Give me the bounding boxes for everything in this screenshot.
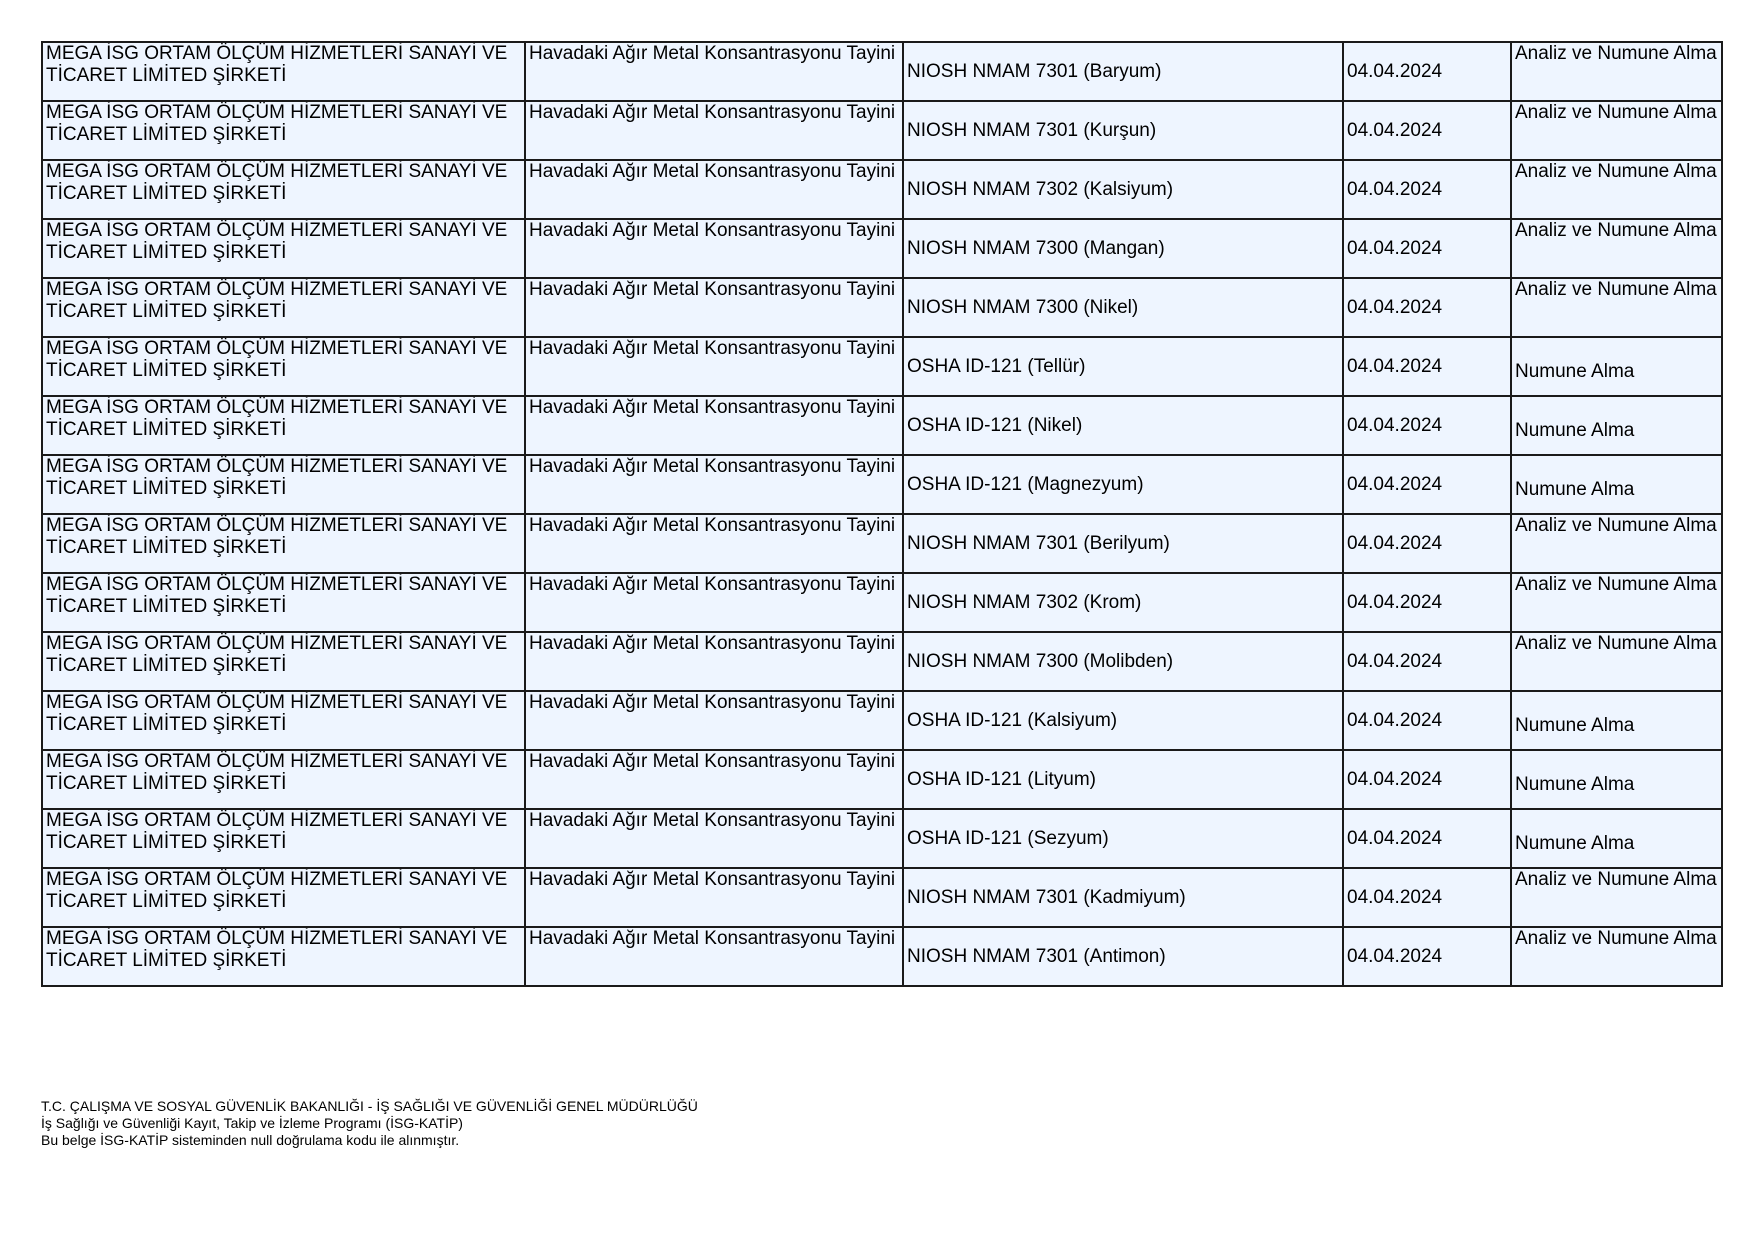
scope-cell: Numune Alma xyxy=(1511,691,1722,750)
company-cell: MEGA İSG ORTAM ÖLÇÜM HİZMETLERİ SANAYİ VE TİCARET LİMİTED ŞİRKETİ xyxy=(42,868,525,927)
scope-cell: Numune Alma xyxy=(1511,750,1722,809)
date-cell: 04.04.2024 xyxy=(1343,691,1511,750)
parameter-cell: Havadaki Ağır Metal Konsantrasyonu Tayini xyxy=(525,927,903,986)
parameter-cell: Havadaki Ağır Metal Konsantrasyonu Tayini xyxy=(525,337,903,396)
table-row xyxy=(42,868,1722,927)
date-cell: 04.04.2024 xyxy=(1343,396,1511,455)
table-row xyxy=(42,160,1722,219)
scope-cell: Analiz ve Numune Alma xyxy=(1511,927,1722,986)
method-cell: OSHA ID-121 (Tellür) xyxy=(903,337,1343,396)
parameter-cell: Havadaki Ağır Metal Konsantrasyonu Tayini xyxy=(525,455,903,514)
company-cell: MEGA İSG ORTAM ÖLÇÜM HİZMETLERİ SANAYİ VE TİCARET LİMİTED ŞİRKETİ xyxy=(42,101,525,160)
scope-cell: Numune Alma xyxy=(1511,455,1722,514)
method-cell: NIOSH NMAM 7300 (Molibden) xyxy=(903,632,1343,691)
footer-ministry-line: T.C. ÇALIŞMA VE SOSYAL GÜVENLİK BAKANLIĞI - İŞ SAĞLIĞI VE GÜVENLİĞİ GENEL MÜDÜRLÜĞÜ xyxy=(41,1098,698,1114)
company-cell: MEGA İSG ORTAM ÖLÇÜM HİZMETLERİ SANAYİ VE TİCARET LİMİTED ŞİRKETİ xyxy=(42,573,525,632)
date-cell: 04.04.2024 xyxy=(1343,219,1511,278)
date-cell: 04.04.2024 xyxy=(1343,337,1511,396)
parameter-cell: Havadaki Ağır Metal Konsantrasyonu Tayini xyxy=(525,750,903,809)
company-cell: MEGA İSG ORTAM ÖLÇÜM HİZMETLERİ SANAYİ VE TİCARET LİMİTED ŞİRKETİ xyxy=(42,337,525,396)
scope-cell: Analiz ve Numune Alma xyxy=(1511,101,1722,160)
table-row xyxy=(42,691,1722,750)
table-row xyxy=(42,219,1722,278)
parameter-cell: Havadaki Ağır Metal Konsantrasyonu Tayini xyxy=(525,868,903,927)
date-cell: 04.04.2024 xyxy=(1343,750,1511,809)
parameter-cell: Havadaki Ağır Metal Konsantrasyonu Tayini xyxy=(525,278,903,337)
company-cell: MEGA İSG ORTAM ÖLÇÜM HİZMETLERİ SANAYİ VE TİCARET LİMİTED ŞİRKETİ xyxy=(42,455,525,514)
method-cell: OSHA ID-121 (Kalsiyum) xyxy=(903,691,1343,750)
footer-verification-line: Bu belge İSG-KATİP sisteminden null doğrulama kodu ile alınmıştır. xyxy=(41,1132,460,1148)
method-cell: NIOSH NMAM 7301 (Antimon) xyxy=(903,927,1343,986)
table-row xyxy=(42,573,1722,632)
document-sheet xyxy=(41,41,1721,987)
table-row xyxy=(42,337,1722,396)
date-cell: 04.04.2024 xyxy=(1343,632,1511,691)
company-cell: MEGA İSG ORTAM ÖLÇÜM HİZMETLERİ SANAYİ VE TİCARET LİMİTED ŞİRKETİ xyxy=(42,219,525,278)
date-cell: 04.04.2024 xyxy=(1343,868,1511,927)
table-row xyxy=(42,455,1722,514)
parameter-cell: Havadaki Ağır Metal Konsantrasyonu Tayini xyxy=(525,632,903,691)
date-cell: 04.04.2024 xyxy=(1343,278,1511,337)
method-cell: NIOSH NMAM 7302 (Kalsiyum) xyxy=(903,160,1343,219)
scope-cell: Analiz ve Numune Alma xyxy=(1511,514,1722,573)
scope-cell: Numune Alma xyxy=(1511,337,1722,396)
parameter-cell: Havadaki Ağır Metal Konsantrasyonu Tayini xyxy=(525,396,903,455)
scope-cell: Analiz ve Numune Alma xyxy=(1511,632,1722,691)
scope-cell: Numune Alma xyxy=(1511,809,1722,868)
method-cell: OSHA ID-121 (Magnezyum) xyxy=(903,455,1343,514)
company-cell: MEGA İSG ORTAM ÖLÇÜM HİZMETLERİ SANAYİ VE TİCARET LİMİTED ŞİRKETİ xyxy=(42,809,525,868)
table-row xyxy=(42,927,1722,986)
parameter-cell: Havadaki Ağır Metal Konsantrasyonu Tayini xyxy=(525,42,903,101)
parameter-cell: Havadaki Ağır Metal Konsantrasyonu Tayini xyxy=(525,160,903,219)
parameter-cell: Havadaki Ağır Metal Konsantrasyonu Tayini xyxy=(525,573,903,632)
date-cell: 04.04.2024 xyxy=(1343,455,1511,514)
table-row xyxy=(42,396,1722,455)
footer-program-line: İş Sağlığı ve Güvenliği Kayıt, Takip ve İzleme Programı (İSG-KATİP) xyxy=(41,1115,463,1131)
method-cell: NIOSH NMAM 7301 (Kadmiyum) xyxy=(903,868,1343,927)
table-row xyxy=(42,632,1722,691)
table-row xyxy=(42,809,1722,868)
method-cell: NIOSH NMAM 7301 (Kurşun) xyxy=(903,101,1343,160)
scope-cell: Analiz ve Numune Alma xyxy=(1511,160,1722,219)
parameter-cell: Havadaki Ağır Metal Konsantrasyonu Tayini xyxy=(525,691,903,750)
scope-cell: Analiz ve Numune Alma xyxy=(1511,573,1722,632)
date-cell: 04.04.2024 xyxy=(1343,927,1511,986)
parameter-cell: Havadaki Ağır Metal Konsantrasyonu Tayini xyxy=(525,809,903,868)
company-cell: MEGA İSG ORTAM ÖLÇÜM HİZMETLERİ SANAYİ VE TİCARET LİMİTED ŞİRKETİ xyxy=(42,396,525,455)
method-cell: NIOSH NMAM 7302 (Krom) xyxy=(903,573,1343,632)
date-cell: 04.04.2024 xyxy=(1343,160,1511,219)
parameter-cell: Havadaki Ağır Metal Konsantrasyonu Tayini xyxy=(525,514,903,573)
method-cell: NIOSH NMAM 7300 (Mangan) xyxy=(903,219,1343,278)
table-row xyxy=(42,750,1722,809)
method-cell: OSHA ID-121 (Sezyum) xyxy=(903,809,1343,868)
table-row xyxy=(42,514,1722,573)
company-cell: MEGA İSG ORTAM ÖLÇÜM HİZMETLERİ SANAYİ VE TİCARET LİMİTED ŞİRKETİ xyxy=(42,42,525,101)
table-row xyxy=(42,101,1722,160)
parameter-cell: Havadaki Ağır Metal Konsantrasyonu Tayini xyxy=(525,101,903,160)
table-body xyxy=(42,42,1722,986)
date-cell: 04.04.2024 xyxy=(1343,42,1511,101)
measurement-table xyxy=(41,41,1723,987)
scope-cell: Numune Alma xyxy=(1511,396,1722,455)
method-cell: OSHA ID-121 (Nikel) xyxy=(903,396,1343,455)
parameter-cell: Havadaki Ağır Metal Konsantrasyonu Tayini xyxy=(525,219,903,278)
method-cell: OSHA ID-121 (Lityum) xyxy=(903,750,1343,809)
company-cell: MEGA İSG ORTAM ÖLÇÜM HİZMETLERİ SANAYİ VE TİCARET LİMİTED ŞİRKETİ xyxy=(42,927,525,986)
method-cell: NIOSH NMAM 7301 (Berilyum) xyxy=(903,514,1343,573)
method-cell: NIOSH NMAM 7300 (Nikel) xyxy=(903,278,1343,337)
scope-cell: Analiz ve Numune Alma xyxy=(1511,278,1722,337)
date-cell: 04.04.2024 xyxy=(1343,101,1511,160)
company-cell: MEGA İSG ORTAM ÖLÇÜM HİZMETLERİ SANAYİ VE TİCARET LİMİTED ŞİRKETİ xyxy=(42,514,525,573)
date-cell: 04.04.2024 xyxy=(1343,809,1511,868)
company-cell: MEGA İSG ORTAM ÖLÇÜM HİZMETLERİ SANAYİ VE TİCARET LİMİTED ŞİRKETİ xyxy=(42,632,525,691)
table-row xyxy=(42,278,1722,337)
method-cell: NIOSH NMAM 7301 (Baryum) xyxy=(903,42,1343,101)
company-cell: MEGA İSG ORTAM ÖLÇÜM HİZMETLERİ SANAYİ VE TİCARET LİMİTED ŞİRKETİ xyxy=(42,691,525,750)
document-footer xyxy=(41,1098,698,1149)
table-row xyxy=(42,42,1722,101)
company-cell: MEGA İSG ORTAM ÖLÇÜM HİZMETLERİ SANAYİ VE TİCARET LİMİTED ŞİRKETİ xyxy=(42,278,525,337)
date-cell: 04.04.2024 xyxy=(1343,573,1511,632)
company-cell: MEGA İSG ORTAM ÖLÇÜM HİZMETLERİ SANAYİ VE TİCARET LİMİTED ŞİRKETİ xyxy=(42,160,525,219)
scope-cell: Analiz ve Numune Alma xyxy=(1511,219,1722,278)
date-cell: 04.04.2024 xyxy=(1343,514,1511,573)
scope-cell: Analiz ve Numune Alma xyxy=(1511,42,1722,101)
company-cell: MEGA İSG ORTAM ÖLÇÜM HİZMETLERİ SANAYİ VE TİCARET LİMİTED ŞİRKETİ xyxy=(42,750,525,809)
scope-cell: Analiz ve Numune Alma xyxy=(1511,868,1722,927)
